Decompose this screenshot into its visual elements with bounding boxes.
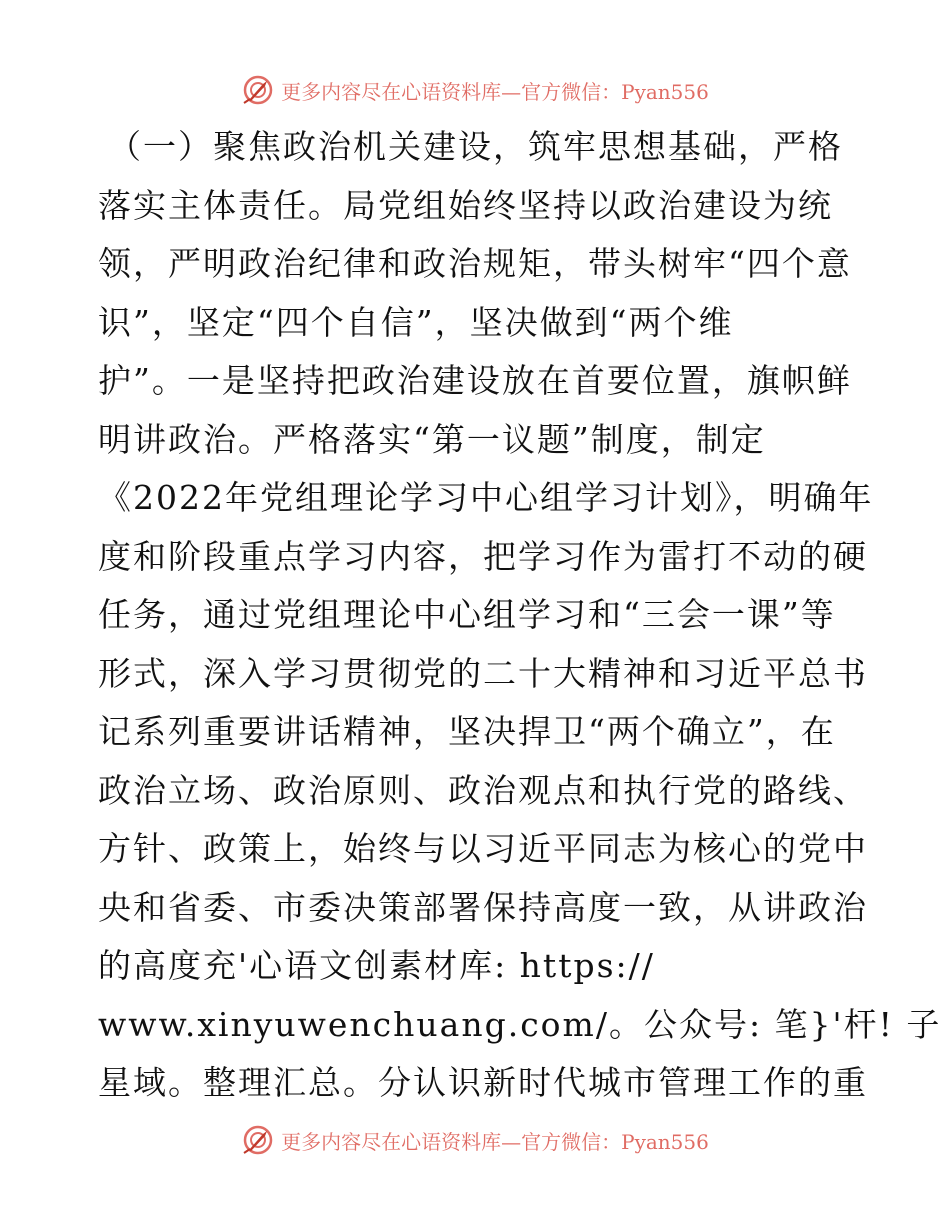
text-line: （一）聚焦政治机关建设，筑牢思想基础，严格 xyxy=(108,127,843,166)
text-line: 《2022年党组理论学习中心组学习计划》，明确年 xyxy=(98,478,874,517)
text-line: 记系列重要讲话精神，坚决捍卫“两个确立”，在 xyxy=(98,712,836,751)
text-line: www.xinyuwenchuang.com/。公众号: 笔}'杆! 子 xyxy=(98,1004,942,1044)
text-line: 识”，坚定“四个自信”，坚决做到“两个维 xyxy=(98,302,734,342)
text-line: 央和省委、市委决策部署保持高度一致，从讲政治 xyxy=(98,887,868,927)
footer-watermark-text: 更多内容尽在心语资料库—官方微信：Pyan556 xyxy=(281,1129,709,1154)
text-line: 星域。整理汇总。分认识新时代城市管理工作的重 xyxy=(98,1063,868,1102)
header-watermark-text: 更多内容尽在心语资料库—官方微信：Pyan556 xyxy=(281,79,709,104)
text-line: 方针、政策上，始终与以习近平同志为核心的党中 xyxy=(98,829,868,868)
pen-logo-icon xyxy=(241,1123,275,1157)
text-line: 明讲政治。严格落实“第一议题”制度，制定 xyxy=(98,419,766,459)
text-line: 任务，通过党组理论中心组学习和“三会一课”等 xyxy=(98,595,836,634)
text-line: 政治立场、政治原则、政治观点和执行党的路线、 xyxy=(98,770,868,810)
text-line: 度和阶段重点学习内容，把学习作为雷打不动的硬 xyxy=(98,536,868,576)
header-watermark-banner xyxy=(0,70,950,110)
text-line: 形式，深入学习贯彻党的二十大精神和习近平总书 xyxy=(98,653,868,693)
footer-watermark-banner xyxy=(0,1120,950,1160)
text-line: 护”。一是坚持把政治建设放在首要位置，旗帜鲜 xyxy=(98,361,852,400)
text-line: 领，严明政治纪律和政治规矩，带头树牢“四个意 xyxy=(98,244,852,283)
document-body xyxy=(98,118,942,1113)
text-line: 的高度充'心语文创素材库: https:// xyxy=(98,946,655,985)
text-line: 落实主体责任。局党组始终坚持以政治建设为统 xyxy=(98,185,833,225)
pen-logo-icon xyxy=(241,73,275,107)
